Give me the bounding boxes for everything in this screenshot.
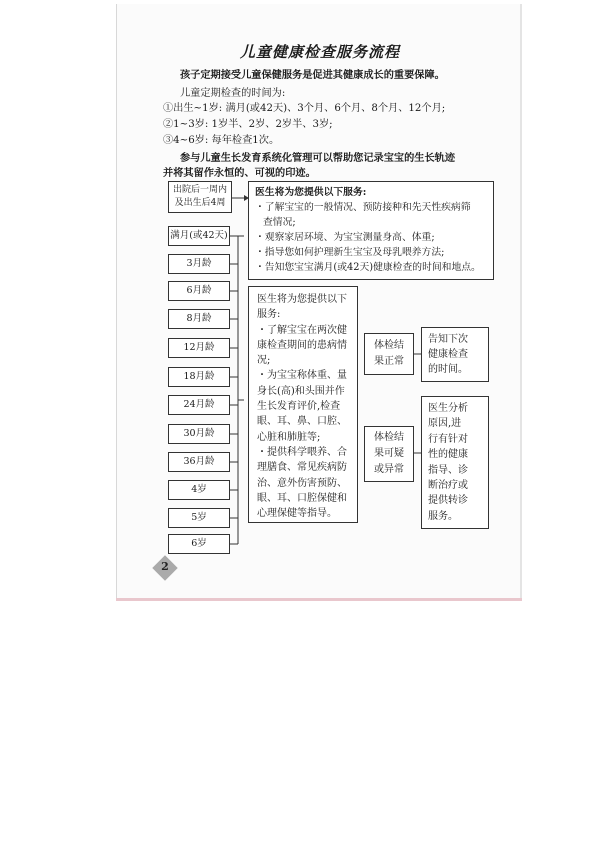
- service-line: 理膳食、常见疾病防: [257, 462, 347, 474]
- service-line: 眼、耳、鼻、口腔、: [257, 416, 347, 428]
- result-abnormal-box: [364, 426, 414, 482]
- result-line: 健康检查: [428, 349, 468, 360]
- service-line: 心脏和肺脏等;: [257, 431, 321, 443]
- age-box: 4岁: [168, 480, 230, 500]
- service-line: 况;: [257, 355, 271, 367]
- result-normal-box: [364, 333, 414, 375]
- result-line: 服务。: [428, 510, 458, 522]
- note-line: 并将其留作永恒的、可视的印迹。: [163, 167, 316, 179]
- service-heading: 医生将为您提供以下服务:: [255, 187, 367, 198]
- age-box: 5岁: [168, 508, 230, 528]
- result-line: 体检结: [374, 432, 404, 443]
- service-line: ・了解宝宝在两次健: [257, 324, 347, 336]
- result-line: 提供转诊: [428, 495, 468, 507]
- result-line: 性的健康: [428, 449, 468, 461]
- age-box: 18月龄: [168, 367, 230, 387]
- newborn-service-box: [248, 181, 494, 280]
- service-line: ・观察家居环境、为宝宝测量身高、体重;: [255, 232, 435, 243]
- result-line: 体检结: [374, 340, 404, 351]
- note-line: 参与儿童生长发育系统化管理可以帮助您记录宝宝的生长轨迹: [180, 152, 456, 164]
- result-line: 的时间。: [428, 364, 468, 375]
- age-box: 满月(或42天): [168, 226, 230, 246]
- result-line: 指导、诊: [428, 464, 468, 476]
- service-line: ・提供科学喂养、合: [257, 446, 347, 458]
- service-line: ・告知您宝宝满月(或42天)健康检查的时间和地点。: [255, 262, 481, 273]
- schedule-item: ①出生~1岁: 满月(或42天)、3个月、6个月、8个月、12个月;: [163, 103, 446, 114]
- page-number: 2: [161, 560, 169, 573]
- age-box: 3月龄: [168, 254, 230, 274]
- intro-text: 孩子定期接受儿童保健服务是促进其健康成长的重要保障。: [180, 69, 445, 81]
- first-visit-line: 出院后一周内: [172, 185, 227, 195]
- result-line: 果正常: [374, 356, 404, 367]
- followup-box: [421, 396, 489, 529]
- result-line: 告知下次: [428, 334, 468, 345]
- age-box: 6月龄: [168, 281, 230, 301]
- service-line: 康检查期间的患病情: [257, 339, 347, 351]
- service-line: ・指导您如何护理新生宝宝及母乳喂养方法;: [255, 247, 445, 258]
- result-line: 行有针对: [428, 433, 468, 445]
- age-box: 6岁: [168, 534, 230, 554]
- service-line: 身长(高)和头围并作: [257, 385, 345, 397]
- result-line: 医生分析: [428, 403, 468, 414]
- age-box: 12月龄: [168, 338, 230, 358]
- service-line: 查情况;: [263, 217, 296, 228]
- service-line: 眼、耳、口腔保健和: [257, 492, 347, 504]
- service-line: 生长发育评价,检查: [257, 401, 341, 413]
- page-title: 儿童健康检查服务流程: [240, 43, 401, 61]
- service-line: 治、意外伤害预防、: [257, 477, 347, 489]
- result-line: 果可疑: [374, 448, 404, 459]
- age-box: 8月龄: [168, 309, 230, 329]
- schedule-item: ②1~3岁: 1岁半、2岁、2岁半、3岁;: [163, 119, 333, 130]
- service-line: 心理保健等指导。: [257, 508, 337, 520]
- schedule-item: ③4~6岁: 每年检查1次。: [163, 135, 280, 146]
- service-line: ・为宝宝称体重、量: [257, 370, 347, 382]
- age-box: 24月龄: [168, 395, 230, 415]
- result-line: 断治疗或: [428, 480, 468, 492]
- result-line: 或异常: [374, 464, 404, 475]
- service-line: 医生将为您提供以下: [257, 294, 347, 305]
- service-line: ・了解宝宝的一般情况、预防接种和先天性疾病筛: [255, 202, 471, 213]
- schedule-heading: 儿童定期检查的时间为:: [180, 88, 286, 99]
- routine-service-box: [248, 286, 358, 523]
- result-line: 原因,进: [428, 418, 462, 430]
- service-line: 服务:: [257, 309, 281, 321]
- next-checkup-box: [421, 327, 489, 382]
- age-box: 36月龄: [168, 452, 230, 472]
- first-visit-box: [168, 181, 232, 213]
- age-box: 30月龄: [168, 424, 230, 444]
- first-visit-line: 及出生后4周: [174, 198, 226, 208]
